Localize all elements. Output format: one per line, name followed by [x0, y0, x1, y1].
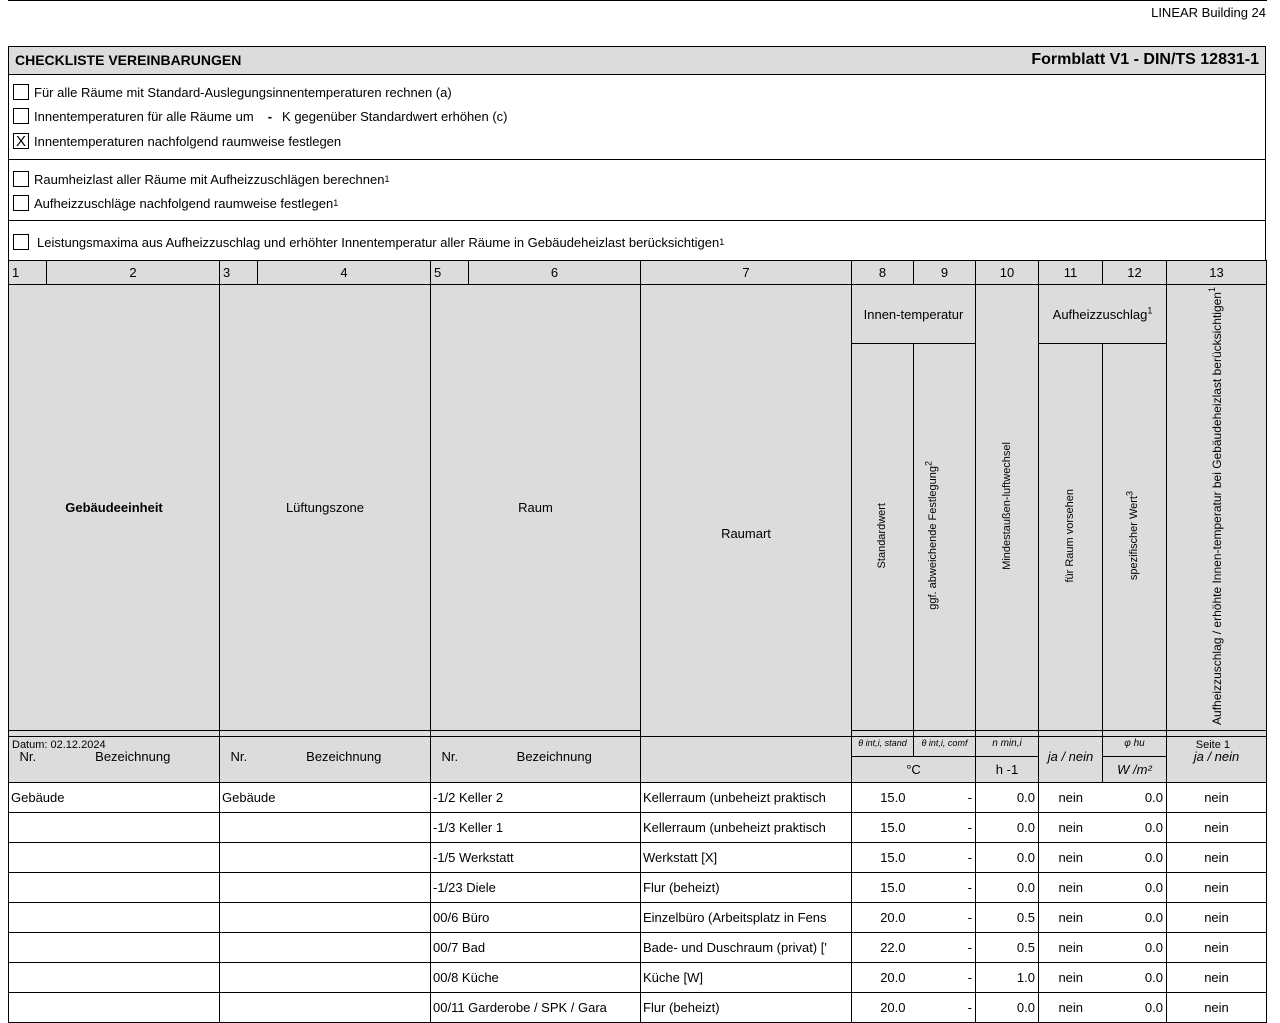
col13-label: Aufheizzuschlag / erhöhte Innen-temperatur bei Gebäudeheizlast berücksichtigen — [1209, 292, 1224, 725]
option-reheat-all[interactable]: Raumheizlast aller Räume mit Aufheizzuschlägen berechnen 1 — [13, 170, 389, 188]
option-label: Innentemperaturen nachfolgend raumweise festlegen — [34, 133, 342, 149]
cell-abweichend[interactable]: - — [914, 932, 976, 962]
unit-ja-nein: ja / nein — [1167, 730, 1267, 782]
cell-standardwert: 15.0 — [852, 842, 914, 872]
cell-gebaeude — [9, 812, 220, 842]
aufheiz-label: Aufheizzuschlag — [1052, 306, 1148, 322]
header-bez: Bezeichnung — [258, 730, 431, 782]
table-row[interactable] — [9, 872, 1267, 902]
footer-page: Seite 1 — [1195, 739, 1230, 751]
colnum: 12 — [1103, 261, 1167, 285]
cell-fuer-raum[interactable]: nein — [1039, 812, 1103, 842]
header-bez: Bezeichnung — [469, 730, 641, 782]
spezifisch-label: spezifischer Wert — [1128, 496, 1140, 581]
cell-raumart: Kellerraum (unbeheizt praktisch — [641, 812, 852, 842]
top-rule — [8, 0, 1267, 1]
cell-luftwechsel: 1.0 — [976, 962, 1039, 992]
colnum: 9 — [914, 261, 976, 285]
cell-raumart: Einzelbüro (Arbeitsplatz in Fens — [641, 902, 852, 932]
footnote-mark: 3 — [1124, 491, 1135, 497]
cell-raum: 00/7 Bad — [431, 932, 641, 962]
cell-lueftungszone — [220, 992, 431, 1022]
cell-raum: -1/23 Diele — [431, 872, 641, 902]
cell-beruecksichtigen[interactable]: nein — [1167, 932, 1267, 962]
cell-lueftungszone — [220, 872, 431, 902]
colnum: 7 — [641, 261, 852, 285]
checkbox-raise-temps[interactable] — [13, 108, 29, 124]
cell-standardwert: 22.0 — [852, 932, 914, 962]
footer-rule — [8, 736, 1267, 737]
cell-raumart: Kellerraum (unbeheizt praktisch — [641, 782, 852, 812]
cell-luftwechsel: 0.0 — [976, 782, 1039, 812]
heating-options — [8, 160, 1266, 221]
cell-abweichend[interactable]: - — [914, 992, 976, 1022]
checkbox-maxima[interactable] — [13, 234, 29, 250]
colnum: 10 — [976, 261, 1039, 285]
cell-beruecksichtigen[interactable]: nein — [1167, 842, 1267, 872]
cell-fuer-raum[interactable]: nein — [1039, 842, 1103, 872]
cell-fuer-raum[interactable]: nein — [1039, 992, 1103, 1022]
cell-luftwechsel: 0.0 — [976, 812, 1039, 842]
option-label: Aufheizzuschläge nachfolgend raumweise festlegen — [34, 195, 334, 211]
cell-fuer-raum[interactable]: nein — [1039, 962, 1103, 992]
cell-raumart: Flur (beheizt) — [641, 992, 852, 1022]
cell-gebaeude — [9, 902, 220, 932]
form-title: CHECKLISTE VEREINBARUNGEN — [15, 52, 242, 68]
cell-spezifisch: 0.0 — [1103, 932, 1167, 962]
cell-luftwechsel: 0.0 — [976, 872, 1039, 902]
header-gebaeude: Gebäudeeinheit — [9, 285, 220, 731]
checkbox-room-temps[interactable]: X — [13, 133, 29, 149]
cell-raumart: Flur (beheizt) — [641, 872, 852, 902]
option-room-temps[interactable] — [13, 132, 341, 150]
cell-luftwechsel: 0.0 — [976, 992, 1039, 1022]
vertical-label: für Raum vorsehen — [1064, 488, 1076, 583]
cell-beruecksichtigen[interactable]: nein — [1167, 902, 1267, 932]
unit-ja-nein: ja / nein — [1039, 730, 1103, 782]
header-row-3 — [9, 730, 1267, 756]
header-nr: Nr. — [9, 730, 47, 782]
vertical-label: Standardwert — [876, 502, 888, 569]
cell-fuer-raum[interactable]: nein — [1039, 872, 1103, 902]
cell-raumart: Küche [W] — [641, 962, 852, 992]
colnum: 3 — [220, 261, 258, 285]
header-innentemperatur: Innen-temperatur — [852, 285, 976, 344]
option-label: Leistungsmaxima aus Aufheizzuschlag und erhöhter Innentemperatur aller Räume in Gebäudeheizlast berücksichtigen — [37, 234, 720, 250]
option-standard-temps[interactable] — [13, 83, 452, 101]
symbol-n-min: n min,i — [976, 730, 1039, 756]
maxima-options — [8, 221, 1266, 261]
cell-gebaeude — [9, 992, 220, 1022]
cell-gebaeude — [9, 962, 220, 992]
cell-standardwert: 20.0 — [852, 902, 914, 932]
formblatt-label: Formblatt V1 - DIN/TS 12831-1 — [1031, 51, 1259, 68]
cell-raumart: Werkstatt [X] — [641, 842, 852, 872]
cell-spezifisch: 0.0 — [1103, 962, 1167, 992]
cell-raum: 00/11 Garderobe / SPK / Gara — [431, 992, 641, 1022]
header-nr: Nr. — [220, 730, 258, 782]
cell-raum: -1/3 Keller 1 — [431, 812, 641, 842]
cell-standardwert: 20.0 — [852, 992, 914, 1022]
cell-lueftungszone — [220, 842, 431, 872]
symbol-theta-stand: θ int,i, stand — [852, 730, 914, 756]
form-header — [8, 46, 1266, 74]
header-spezifisch — [1103, 344, 1167, 731]
cell-lueftungszone — [220, 902, 431, 932]
cell-beruecksichtigen[interactable]: nein — [1167, 992, 1267, 1022]
cell-spezifisch: 0.0 — [1103, 842, 1167, 872]
cell-standardwert: 20.0 — [852, 962, 914, 992]
cell-luftwechsel: 0.5 — [976, 932, 1039, 962]
option-reheat-room[interactable]: Aufheizzuschläge nachfolgend raumweise festlegen 1 — [13, 194, 338, 212]
cell-raum: 00/6 Büro — [431, 902, 641, 932]
colnum: 2 — [47, 261, 220, 285]
cell-gebaeude — [9, 932, 220, 962]
option-label: K gegenüber Standardwert erhöhen (c) — [282, 108, 508, 124]
cell-abweichend[interactable]: - — [914, 902, 976, 932]
option-label: Für alle Räume mit Standard-Auslegungsinnentemperaturen rechnen (a) — [34, 84, 452, 100]
cell-standardwert: 15.0 — [852, 872, 914, 902]
cell-fuer-raum[interactable]: nein — [1039, 932, 1103, 962]
abweichend-label: ggf. abweichende Festlegung — [926, 466, 939, 610]
table-row[interactable] — [9, 842, 1267, 872]
unit-per-hour: h -1 — [976, 756, 1039, 782]
footer-date: Datum: 02.12.2024 — [12, 739, 106, 751]
header-raumart: Raumart — [641, 285, 852, 783]
header-bez: Bezeichnung — [47, 730, 220, 782]
unit-celsius: °C — [852, 756, 976, 782]
cell-spezifisch: 0.0 — [1103, 992, 1167, 1022]
header-luftwechsel — [976, 285, 1039, 731]
cell-abweichend[interactable]: - — [914, 842, 976, 872]
rooms-table — [8, 260, 1267, 1023]
header-lueftung: Lüftungszone — [220, 285, 431, 731]
checkbox-reheat-room[interactable] — [13, 195, 29, 211]
header-abweichend — [914, 344, 976, 731]
header-aufheizzuschlag — [1039, 285, 1167, 344]
option-label: Innentemperaturen für alle Räume um — [34, 108, 254, 124]
symbol-theta-comf: θ int,i, comf — [914, 730, 976, 756]
cell-spezifisch: 0.0 — [1103, 872, 1167, 902]
cell-standardwert: 15.0 — [852, 812, 914, 842]
symbol-phi: φ hu — [1103, 730, 1167, 756]
cell-lueftungszone — [220, 962, 431, 992]
cell-beruecksichtigen[interactable]: nein — [1167, 812, 1267, 842]
footnote-mark: 1 — [1147, 305, 1153, 316]
footnote-mark: 2 — [922, 461, 933, 467]
temperature-options — [8, 74, 1266, 160]
header-row-1 — [9, 285, 1267, 344]
colnum: 13 — [1167, 261, 1267, 285]
table-row[interactable] — [9, 902, 1267, 932]
colnum: 5 — [431, 261, 469, 285]
cell-fuer-raum[interactable]: nein — [1039, 902, 1103, 932]
cell-abweichend[interactable]: - — [914, 782, 976, 812]
colnum: 8 — [852, 261, 914, 285]
table-row[interactable] — [9, 962, 1267, 992]
header-nr: Nr. — [431, 730, 469, 782]
column-number-row — [9, 261, 1267, 285]
cell-gebaeude — [9, 872, 220, 902]
product-name: LINEAR Building 24 — [1151, 5, 1266, 20]
cell-spezifisch: 0.0 — [1103, 902, 1167, 932]
cell-raum: 00/8 Küche — [431, 962, 641, 992]
cell-raum: -1/5 Werkstatt — [431, 842, 641, 872]
cell-abweichend[interactable]: - — [914, 872, 976, 902]
cell-standardwert: 15.0 — [852, 782, 914, 812]
vertical-label — [1206, 287, 1224, 725]
cell-lueftungszone — [220, 932, 431, 962]
cell-luftwechsel: 0.5 — [976, 902, 1039, 932]
cell-lueftungszone: Gebäude — [220, 782, 431, 812]
cell-lueftungszone — [220, 812, 431, 842]
colnum: 1 — [9, 261, 47, 285]
cell-gebaeude: Gebäude — [9, 782, 220, 812]
cell-fuer-raum[interactable]: nein — [1039, 782, 1103, 812]
cell-spezifisch: 0.0 — [1103, 782, 1167, 812]
table-row[interactable] — [9, 932, 1267, 962]
vertical-label: Mindestaußen-luftwechsel — [1000, 442, 1013, 570]
cell-beruecksichtigen[interactable]: nein — [1167, 962, 1267, 992]
cell-raumart: Bade- und Duschraum (privat) [' — [641, 932, 852, 962]
option-raise-temps[interactable] — [13, 107, 508, 125]
cell-gebaeude — [9, 842, 220, 872]
colnum: 4 — [258, 261, 431, 285]
header-fuer-raum — [1039, 344, 1103, 731]
vertical-label — [922, 461, 962, 610]
header-standardwert — [852, 344, 914, 731]
table-row[interactable] — [9, 812, 1267, 842]
checkbox-reheat-all[interactable] — [13, 171, 29, 187]
option-label: Raumheizlast aller Räume mit Aufheizzuschlägen berechnen — [34, 171, 385, 187]
cell-beruecksichtigen[interactable]: nein — [1167, 782, 1267, 812]
option-maxima[interactable]: Leistungsmaxima aus Aufheizzuschlag und erhöhter Innentemperatur aller Räume in Gebäudeheizlast berücksichtigen 1 — [13, 233, 724, 251]
colnum: 6 — [469, 261, 641, 285]
cell-beruecksichtigen[interactable]: nein — [1167, 872, 1267, 902]
vertical-label — [1124, 491, 1140, 581]
footnote-mark: 1 — [1206, 287, 1217, 293]
cell-abweichend[interactable]: - — [914, 962, 976, 992]
unit-watt-per-m2: W /m² — [1103, 756, 1167, 782]
raise-value[interactable]: - — [267, 108, 273, 124]
header-col13 — [1167, 285, 1267, 731]
table-row[interactable] — [9, 782, 1267, 812]
cell-spezifisch: 0.0 — [1103, 812, 1167, 842]
cell-abweichend[interactable]: - — [914, 812, 976, 842]
table-row[interactable] — [9, 992, 1267, 1022]
header-raum: Raum — [431, 285, 641, 731]
colnum: 11 — [1039, 261, 1103, 285]
cell-luftwechsel: 0.0 — [976, 842, 1039, 872]
checkbox-standard-temps[interactable] — [13, 84, 29, 100]
cell-raum: -1/2 Keller 2 — [431, 782, 641, 812]
